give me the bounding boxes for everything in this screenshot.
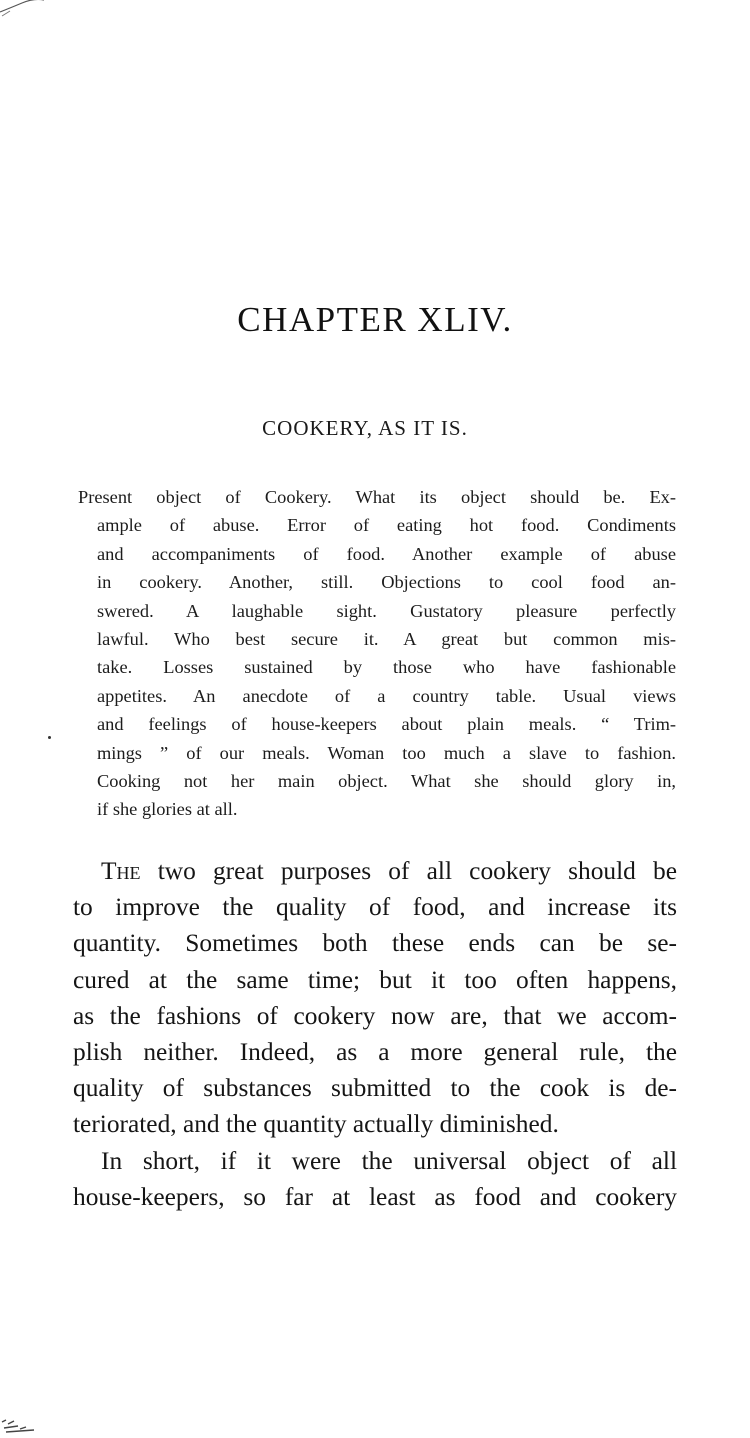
chapter-synopsis [78, 483, 676, 824]
paragraph-line: to improve the quality of food, and increase its [73, 893, 677, 922]
paragraph-line: as the fashions of cookery now are, that we accom- [73, 1001, 677, 1030]
paragraph-line: quantity. Sometimes both these ends can be se- [73, 929, 677, 958]
section-title: COOKERY, AS IT IS. [262, 416, 468, 440]
scan-edge-mark [0, 0, 44, 22]
body-text [73, 853, 677, 1215]
synopsis-line: if she glories at all. [97, 799, 238, 820]
paragraph-line: plish neither. Indeed, as a more general rule, the [73, 1038, 677, 1067]
ink-speck [48, 736, 51, 739]
synopsis-line: lawful. Who best secure it. A great but common mis- [97, 629, 676, 650]
synopsis-line: in cookery. Another, still. Objections to cool food an- [97, 572, 676, 593]
synopsis-line: ample of abuse. Error of eating hot food. Condiments [97, 515, 676, 536]
paragraph-1-opening-line [73, 853, 677, 889]
synopsis-line: and feelings of house-keepers about plain meals. “ Trim- [97, 714, 676, 735]
paragraph-line: teriorated, and the quantity actually diminished. [73, 1110, 559, 1139]
opening-word: The [101, 857, 141, 885]
paragraph-line: quality of substances submitted to the cook is de- [73, 1074, 677, 1103]
paragraph-line: house-keepers, so far at least as food and cookery [73, 1182, 677, 1211]
synopsis-line: take. Losses sustained by those who have fashionable [97, 657, 676, 678]
scan-edge-mark [0, 1408, 40, 1436]
synopsis-line: and accompaniments of food. Another example of abuse [97, 543, 676, 564]
synopsis-line: swered. A laughable sight. Gustatory pleasure perfectly [97, 600, 676, 621]
paragraph-line: In short, if it were the universal object of all [101, 1146, 677, 1175]
synopsis-line: Cooking not her main object. What she should glory in, [97, 771, 676, 792]
synopsis-line: appetites. An anecdote of a country table. Usual views [97, 685, 676, 706]
opening-line-rest: two great purposes of all cookery should be [140, 857, 677, 885]
chapter-title: CHAPTER XLIV. [237, 300, 513, 339]
synopsis-line: mings ” of our meals. Woman too much a slave to fashion. [97, 742, 676, 763]
paragraph-line: cured at the same time; but it too often happens, [73, 965, 677, 994]
synopsis-line: Present object of Cookery. What its object should be. Ex- [78, 487, 676, 507]
